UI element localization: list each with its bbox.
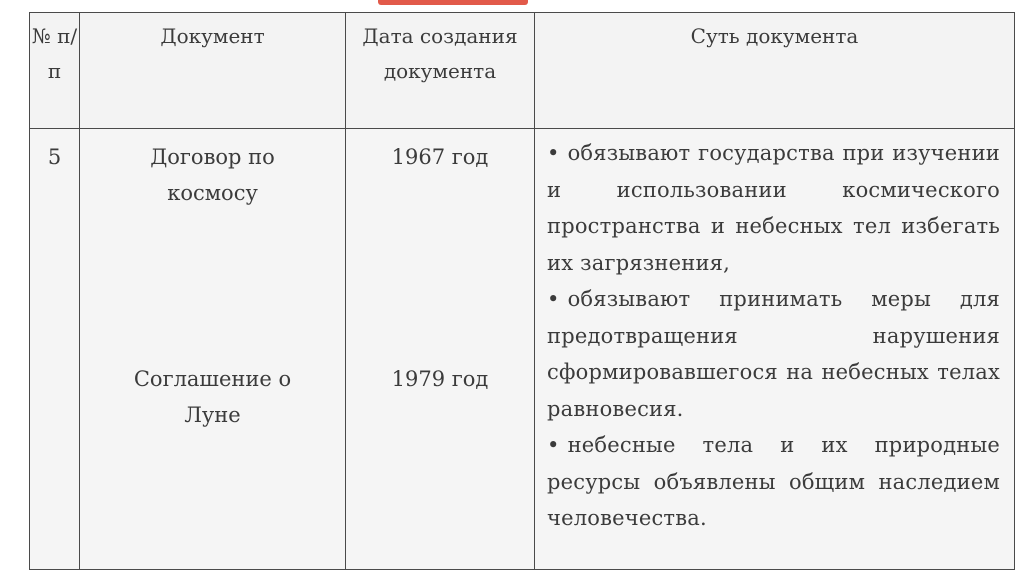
bullet-icon: • xyxy=(547,433,560,457)
essence-item xyxy=(547,135,1000,281)
header-document xyxy=(80,13,346,129)
header-number xyxy=(30,13,80,129)
essence-text-1: обязывают государства при изучении и использовании космического пространства и небесных тел избегать их загрязнения, xyxy=(547,141,1000,275)
documents-table xyxy=(29,12,1015,570)
document-name-1: Договор по космосу xyxy=(150,145,275,205)
essence-text-2: обязывают принимать меры для предотвращения нарушения сформировавшегося на небесных телах равновесия. xyxy=(547,287,1000,421)
cell-essence xyxy=(535,129,1015,570)
cell-document xyxy=(80,129,346,570)
header-date-label: Дата создания документа xyxy=(362,24,518,83)
header-date xyxy=(346,13,535,129)
header-essence xyxy=(535,13,1015,129)
essence-item xyxy=(547,281,1000,427)
table-header xyxy=(30,13,1015,129)
header-number-label: № п/п xyxy=(31,24,78,83)
document-date-1: 1967 год xyxy=(391,145,489,169)
essence-list xyxy=(535,129,1014,537)
header-essence-label: Суть документа xyxy=(690,24,859,48)
bullet-icon: • xyxy=(547,141,560,165)
row-number: 5 xyxy=(47,145,62,169)
essence-text-3: небесные тела и их природные ресурсы объявлены общим наследием человечества. xyxy=(547,433,1000,530)
header-document-label: Документ xyxy=(160,24,265,48)
essence-item xyxy=(547,427,1000,537)
header-row xyxy=(30,13,1015,129)
cell-date xyxy=(346,129,535,570)
document-date-2: 1979 год xyxy=(391,367,489,391)
table-body xyxy=(30,129,1015,570)
bullet-icon: • xyxy=(547,287,560,311)
document-name-2: Соглашение о Луне xyxy=(133,367,292,427)
cell-number xyxy=(30,129,80,570)
table-row xyxy=(30,129,1015,570)
top-accent-bar xyxy=(378,0,528,5)
